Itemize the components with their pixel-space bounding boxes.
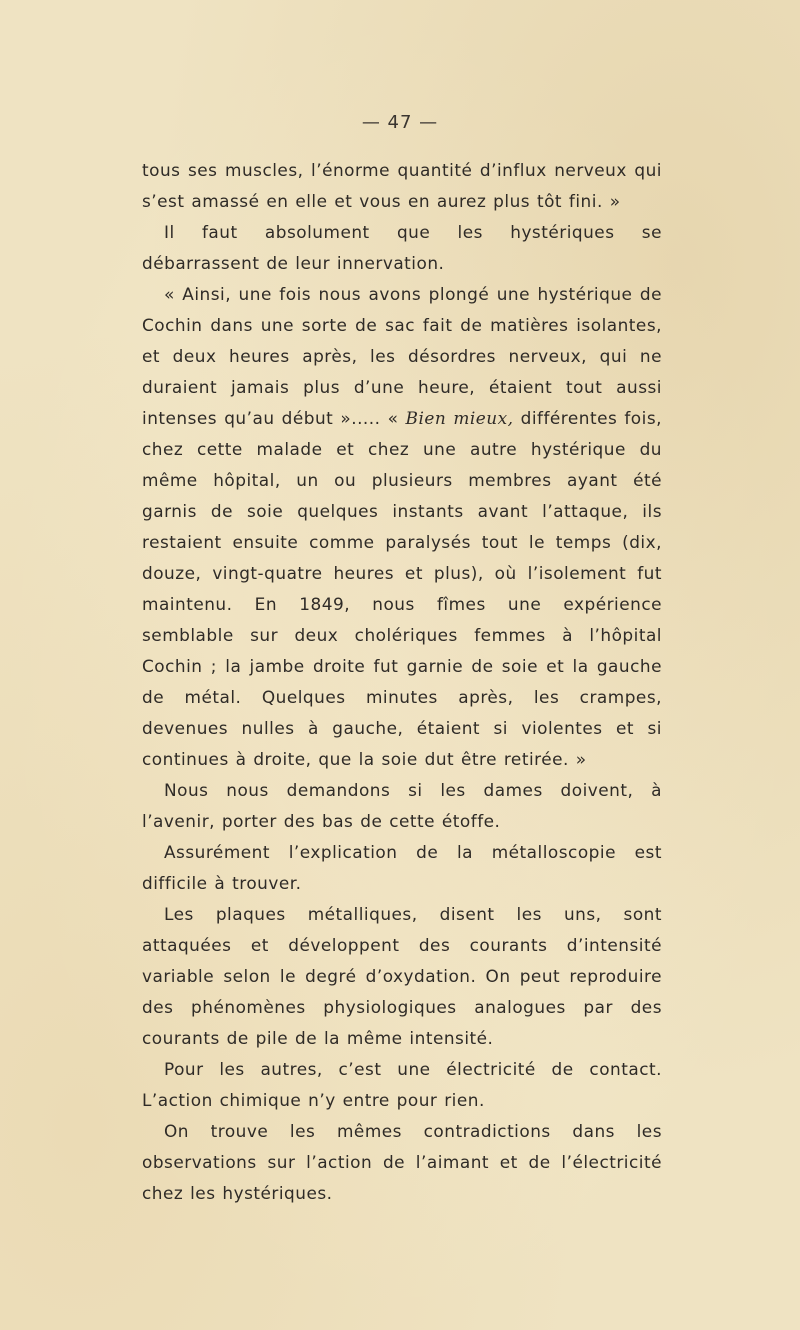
paragraph: Assurément l’explication de la métalloscopie est difficile à trouver. [142,842,662,893]
italic-phrase: Bien mieux, [405,408,514,428]
quotation-text-end: différentes fois, chez cette malade et chez une autre hystérique du même hôpital, un ou plusieurs membres ayant été garnis de soie quelques instants avant l’attaque, ils restaient ensuite comme paralysés tout le temps (dix, douze, vingt-quatre heures et plus), où l’isolement fut maintenu. En 1849, nous fîmes une expérience semblable sur deux cholériques femmes à l’hôpital Cochin ; la jambe droite fut garnie de soie et la gauche de métal. Quelques minutes après, les crampes, devenues nulles à gauche, étaient si violentes et si continues à droite, que la soie dut être retirée. » [142,408,663,769]
quotation-text-start: « Ainsi, une fois nous avons plongé une hystérique de Cochin dans une sorte de sac fait de matières isolantes, et deux heures après, les désordres nerveux, qui ne duraient jamais plus d’une heure, étaient tout aussi intenses qu’au début »..... « [142,284,662,428]
paragraph: Nous nous demandons si les dames doivent, à l’avenir, porter des bas de cette étoffe. [142,780,662,831]
paragraph: Pour les autres, c’est une électricité de contact. L’action chimique n’y entre pour rien. [142,1059,662,1110]
paragraph-continuation: tous ses muscles, l’énorme quantité d’influx nerveux qui s’est amassé en elle et vous en aurez plus tôt fini. » [142,160,662,211]
paragraph: On trouve les mêmes contradictions dans les observations sur l’action de l’aimant et de l’électricité chez les hystériques. [142,1121,662,1203]
body-text [142,155,662,1209]
page-number: — 47 — [361,112,439,133]
paragraph: Les plaques métalliques, disent les uns, sont attaquées et développent des courants d’intensité variable selon le degré d’oxydation. On peut reproduire des phénomènes physiologiques analogues par des courants de pile de la même intensité. [142,904,662,1048]
paragraph: Il faut absolument que les hystériques se débarrassent de leur innervation. [142,222,662,273]
paragraph-quotation [142,279,662,775]
